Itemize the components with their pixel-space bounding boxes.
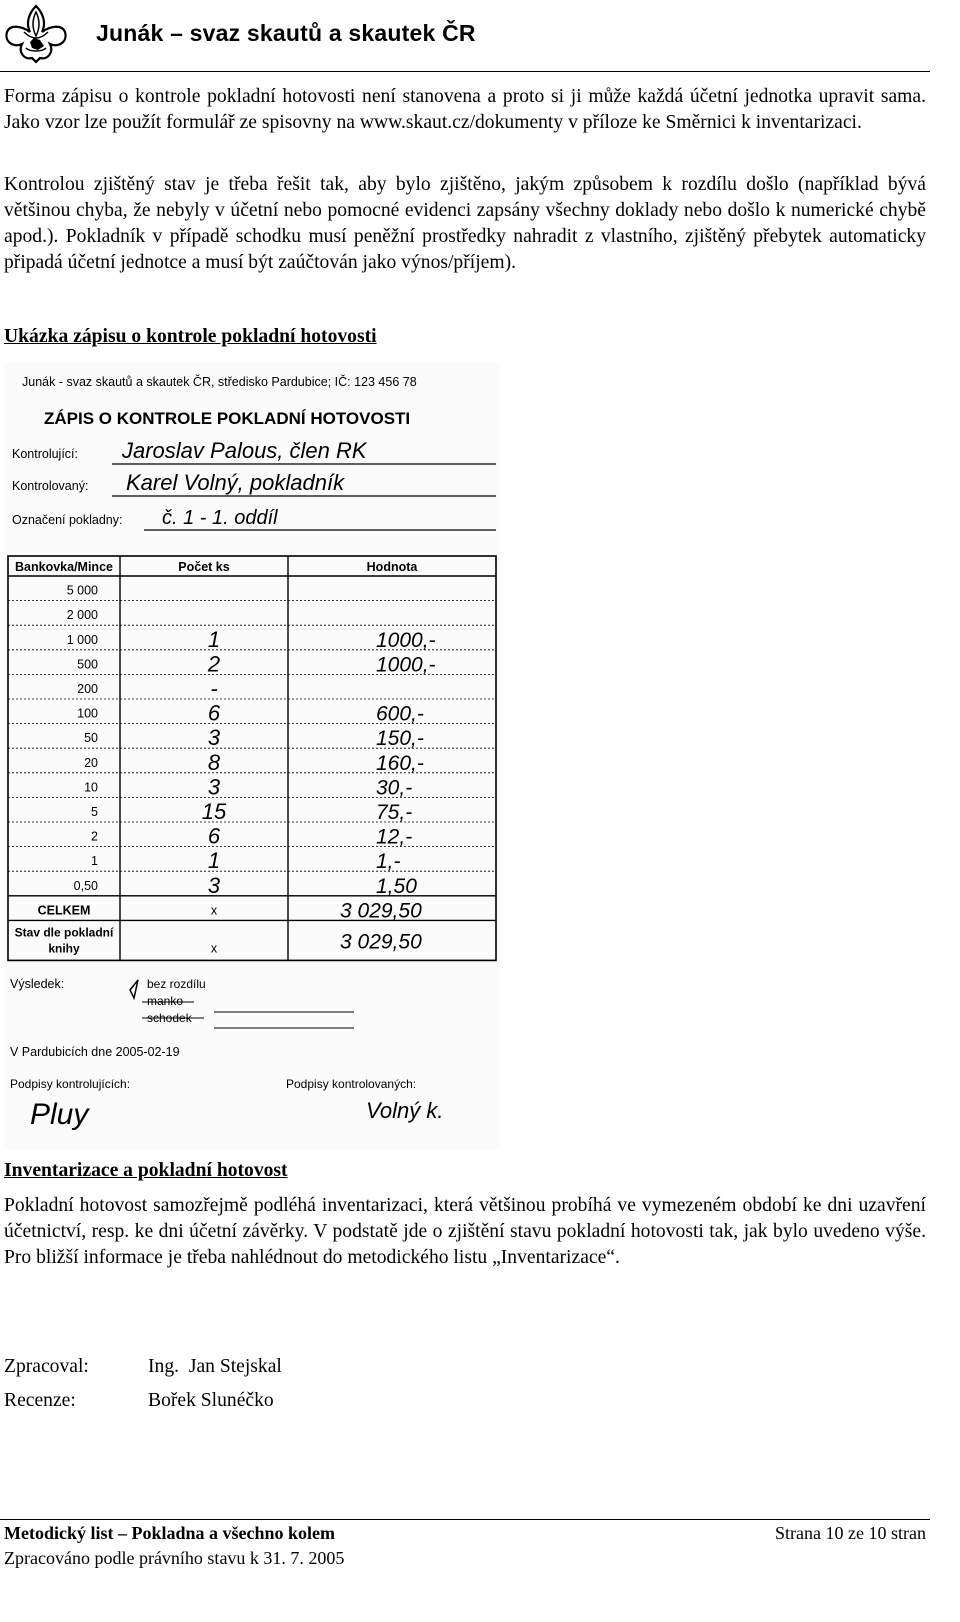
form-result-label: Výsledek:	[10, 977, 65, 991]
inspection-paragraph: Kontrolou zjištěný stav je třeba řešit tak, aby bylo zjištěno, jakým způsobem k rozdílu došlo (například bývá většinou chyba, že nebyly v účetní nebo pomocné evidenci zapsány všechny doklady nebo došlo k numerické chybě apod.). Pokladník v případě schodku musí peněžní prostředky nahradit z vlastního, zjištěný přebytek automaticky připadá účetní jednotce a musí být zaúčtován jako výnos/příjem).	[4, 174, 926, 273]
book-count: x	[210, 941, 218, 956]
review-label: Recenze:	[4, 1390, 76, 1411]
value-cell: 600,-	[376, 702, 424, 726]
page-header	[0, 0, 930, 72]
count-cell: 6	[207, 700, 221, 726]
denomination-cell: 2	[91, 829, 98, 844]
denomination-cell: 500	[77, 657, 98, 672]
count-cell: -	[210, 676, 218, 701]
sample-heading: Ukázka zápisu o kontrole pokladní hotovosti	[4, 326, 377, 347]
count-cell: 6	[207, 823, 221, 849]
result-option-deficit: schodek	[147, 1011, 192, 1025]
form-field-value-inspector: Jaroslav Palous, člen RK	[122, 438, 367, 463]
prepared-by-label: Zpracoval:	[4, 1356, 89, 1377]
form-field-label-inspected: Kontrolovaný:	[12, 479, 89, 493]
form-field-value-cashbox: č. 1 - 1. oddíl	[162, 507, 278, 529]
count-cell: 3	[207, 774, 221, 800]
form-sig-inspected: Podpisy kontrolovaných:	[286, 1077, 417, 1091]
count-cell: 3	[207, 872, 221, 898]
inventory-paragraph: Pokladní hotovost samozřejmě podléhá inventarizaci, která většinou probíhá ve vymezeném období ke dni uzavření účetnictví, resp. ke dni účetní závěrky. V podstatě jde o zjištění stavu pokladní hotovosti tak, jak bylo uvedeno výše. Pro bližší informace je třeba nahlédnout do metodického listu „Inventarizace“.	[4, 1195, 926, 1268]
denomination-cell: 1 000	[66, 632, 98, 647]
denomination-cell: 10	[84, 780, 98, 795]
denomination-cell: 0,50	[73, 878, 98, 893]
denomination-cell: 2 000	[66, 608, 98, 623]
count-cell: 3	[207, 725, 221, 751]
form-sig-inspectors: Podpisy kontrolujících:	[10, 1077, 131, 1091]
denomination-cell: 5 000	[66, 583, 98, 598]
book-value: 3 029,50	[340, 930, 422, 954]
page-footer	[0, 1519, 930, 1568]
value-cell: 1,50	[376, 874, 417, 898]
denomination-cell: 100	[77, 706, 98, 721]
form-org-line: Junák - svaz skautů a skautek ČR, středisko Pardubice; IČ: 123 456 78	[22, 375, 417, 389]
count-cell: 2	[207, 651, 221, 677]
value-cell: 30,-	[376, 776, 413, 800]
book-state-label: knihy	[48, 941, 80, 956]
footer-page-number: Strana 10 ze 10 stran	[775, 1523, 926, 1543]
column-header: Hodnota	[366, 560, 418, 574]
form-title: ZÁPIS O KONTROLE POKLADNÍ HOTOVOSTI	[44, 409, 411, 428]
inventory-heading: Inventarizace a pokladní hotovost	[4, 1160, 288, 1181]
denomination-cell: 5	[91, 805, 98, 819]
column-header: Bankovka/Mince	[15, 560, 113, 574]
denomination-cell: 20	[84, 755, 98, 770]
book-state-label: Stav dle pokladní	[14, 925, 114, 940]
denomination-cell: 200	[77, 682, 98, 696]
count-cell: 1	[207, 626, 221, 652]
form-signature-right: Volný k.	[366, 1098, 444, 1123]
count-cell: 8	[207, 749, 221, 775]
count-cell: 1	[207, 848, 221, 874]
count-cell: 15	[201, 799, 227, 824]
form-field-value-inspected: Karel Volný, pokladník	[126, 470, 345, 495]
form-field-label-cashbox: Označení pokladny:	[12, 513, 123, 527]
cash-inspection-form-scan	[4, 362, 500, 1150]
total-count: x	[210, 903, 218, 918]
value-cell: 75,-	[376, 801, 413, 824]
form-signature-left: Pluy	[30, 1098, 89, 1131]
value-cell: 1000,-	[376, 628, 436, 652]
value-cell: 160,-	[376, 751, 424, 775]
form-field-label-inspector: Kontrolující:	[12, 447, 79, 461]
prepared-by-value: Ing. Jan Stejskal	[148, 1356, 282, 1377]
result-option-shortage: manko	[147, 994, 184, 1008]
footer-doc-title: Metodický list – Pokladna a všechno kolem	[4, 1523, 336, 1543]
review-value: Bořek Slunéčko	[148, 1390, 274, 1411]
total-label: CELKEM	[37, 903, 91, 918]
result-option-none: bez rozdílu	[147, 977, 206, 991]
value-cell: 12,-	[376, 825, 413, 849]
denomination-cell: 50	[84, 731, 98, 746]
header-title: Junák – svaz skautů a skautek ČR	[96, 20, 476, 46]
column-header: Počet ks	[178, 560, 230, 574]
intro-paragraph: Forma zápisu o kontrole pokladní hotovosti není stanovena a proto si ji může každá účetní jednotka upravit sama. Jako vzor lze použít formulář ze spisovny na www.skaut.cz/dokumenty v příloze ke Směrnici k inventarizaci.	[4, 86, 926, 133]
denomination-table	[8, 556, 496, 960]
footer-legal-date: Zpracováno podle právního stavu k 31. 7. 2005	[4, 1548, 345, 1568]
value-cell: 150,-	[376, 727, 424, 751]
lily-emblem-icon	[2, 2, 70, 64]
value-cell: 1,-	[376, 850, 401, 874]
value-cell: 1000,-	[376, 653, 436, 677]
form-place-date: V Pardubicích dne 2005-02-19	[10, 1045, 180, 1059]
total-value: 3 029,50	[340, 899, 422, 923]
denomination-cell: 1	[91, 854, 98, 869]
